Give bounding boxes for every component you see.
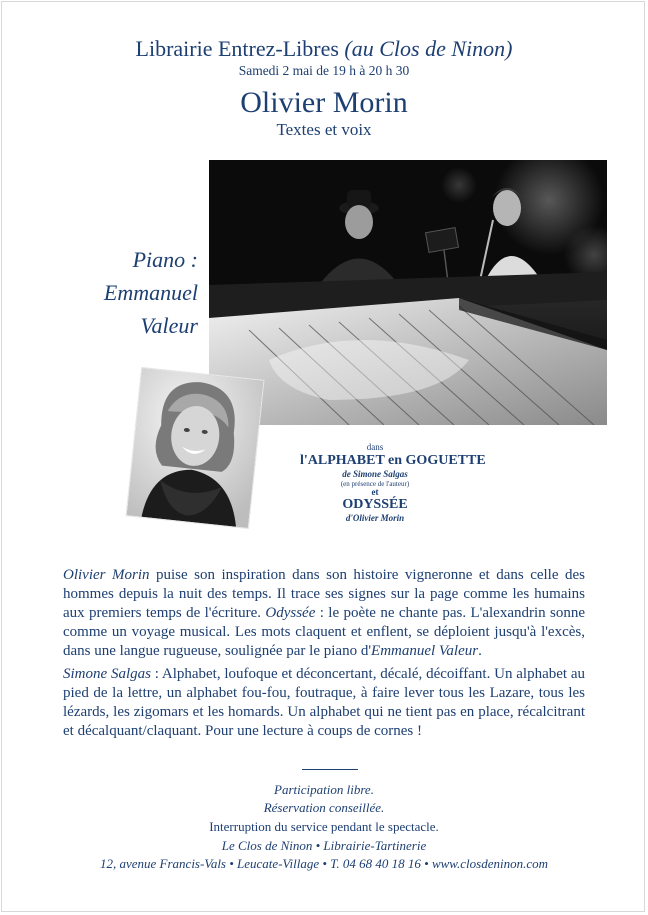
- pianist-first-name: Emmanuel: [103, 280, 198, 305]
- description-paragraph-1: [63, 566, 585, 661]
- pianist-last-name: Valeur: [140, 313, 198, 338]
- performance-photo: [209, 160, 607, 425]
- paragraph-text: : le poète ne chante pas. L'alexandrin sonne comme un voyage musical. Les mots claquent et enflent, se déploient jusqu'à l'excès, dans une langue rugueuse, soulignée par le piano d': [63, 605, 585, 659]
- piano-label: Piano :: [132, 247, 198, 272]
- show-title-odyssee: ODYSSÉE: [342, 497, 408, 512]
- event-subtitle: Textes et voix: [276, 120, 372, 139]
- author-portrait-photo: [127, 368, 264, 528]
- author-name-simone: Simone Salgas: [63, 666, 151, 682]
- dans-label: dans: [366, 442, 384, 452]
- venue-subname: (au Clos de Ninon): [344, 36, 513, 61]
- author-presence-note: (en présence de l'auteur): [340, 480, 410, 488]
- piano-credit: [38, 243, 198, 342]
- footer-participation: Participation libre.: [274, 782, 374, 797]
- author-name-olivier: Olivier Morin: [63, 567, 150, 583]
- paragraph-text: : Alphabet, loufoque et déconcertant, décalé, décoiffant. Un alphabet au pied de la lettre, un alphabet fou-fou, foutraque, à faire lever tous les Lazare, tous les lézards, les zigomars et les homards. Un alphabet qui ne tient pas en place, récalcitrant et décalquant/claquant. Pour une lecture à coups de cornes !: [63, 666, 585, 739]
- paragraph-text: puise son inspiration dans son histoire vigneronne et dans celle des hommes depuis la nuit des temps. Il trace ses signes sur la page comme les humains aux premiers temps de l'écriture.: [63, 567, 585, 621]
- venue-name: Librairie Entrez-Libres: [135, 36, 339, 61]
- pianist-name: Emmanuel Valeur: [371, 643, 479, 659]
- venue-title: [0, 36, 648, 62]
- paragraph-text: .: [478, 643, 482, 659]
- show-author-1: de Simone Salgas: [342, 469, 408, 479]
- work-title-odyssee: Odyssée: [265, 605, 316, 621]
- show-author-2: d'Olivier Morin: [345, 513, 405, 523]
- artist-name: Olivier Morin: [240, 86, 408, 119]
- show-titles: [300, 441, 486, 524]
- show-title-alphabet: l'ALPHABET en GOGUETTE: [300, 453, 486, 468]
- footer-reservation: Réservation conseillée.: [263, 800, 385, 815]
- event-date: Samedi 2 mai de 19 h à 20 h 30: [238, 63, 410, 78]
- footer-venue: Le Clos de Ninon • Librairie-Tartinerie: [221, 838, 427, 853]
- et-label: et: [371, 487, 379, 497]
- divider: [302, 769, 358, 770]
- footer-address: 12, avenue Francis-Vals • Leucate-Village • T. 04 68 40 18 16 • www.closdeninon.com: [99, 856, 548, 871]
- footer-service-note: Interruption du service pendant le spectacle.: [209, 819, 439, 834]
- description-paragraph-2: [63, 665, 585, 741]
